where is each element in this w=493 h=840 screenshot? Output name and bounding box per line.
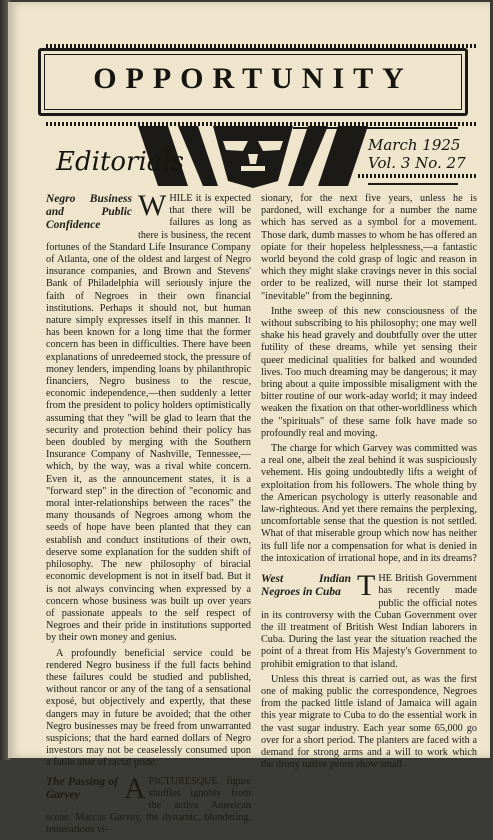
garvey-para2: Inthe sweep of this new consciousness of the without subscribing to his philosophy; one may well shake his head gravely and doubtfully over the utter futility of these dreams, while yet sensing their queer medicinal qualities for balked and wounded lives. Too much dreaming may be dangerous; it may bring about a quite impossible misaligment with the bitter routine of our work-aday world; it may indeed weaken the fixation on that other-worldliness which the "spirituals" of these same folk have made so profoundly real and moving. bbox=[261, 305, 477, 439]
heading-passing-of-garvey: The Passing of Garvey bbox=[46, 775, 118, 801]
west-indian-lead: HE British Government has recently made public the official notes in its controversy with the Cuban Government over the ill treatment of British West Indian laborers in Cuba. During the last year the situation reached the point of a threat from His Majesty's Government to prohibit emigration to that island. bbox=[261, 573, 477, 670]
negro-business-para2: A profoundly beneficial service could be rendered Negro business if the full facts behind these failures could be studied and published, without rancor or any of the tang of a sensational exposé, but objectively and expertly, that these dangers may in future be avoided; that the other Negro businesses may be freed from unwarranted suspicions; that the hard earned dollars of Negro investors may not be ceaselessly consumed upon a futile altar of racial pride. bbox=[46, 647, 251, 769]
article-west-indian-negroes bbox=[261, 569, 477, 671]
right-column bbox=[261, 193, 477, 774]
dropcap-t: T bbox=[357, 569, 376, 603]
passing-of-garvey-lead: PICTURESQUE figure shuffles ignobly from the active American scene. Marcus Garvey, the dynamic, blundering, temerarious vi- bbox=[46, 775, 251, 836]
negro-business-lead: HILE it is expected that there will be failures as long as there is business, the recent fortunes of the Standard Life Insurance Company of Atlanta, one of the oldest and largest of Negro insurance companies, and Brown and Stevens' Bank of Philadelphia will seriously injure the faith of Negroes in their own financial institutions. Perhaps it should not, but human nature simply expresses itself in this manner. It has been known for a long time that the former concern has been in difficulties. There have been explanations of unredeemed stock, the pressure of money lenders, impending loans by philanthropic financiers, Negro business to the rescue, economic independence,—then suddenly a letter from the president to policy holders optimistically assuming that they "will be glad to learn that the security and protection behind their policy has been doubled by merging with the Southern Insurance Company of Nashville, Tennessee,—which, by the way, was a rival white concern. Even it, as the announcement states, it is a "forward step" in the direction of "economic and moral inter-relationships between the races" the many thousands of Negroes among whom the seeds of hope have been planted that they can establish and conduct institutions of their own, deserve some explanation for the sudden shift of philosophy. The new philosophy of biracial economic development is not in itself bad. But it is not always convincing when expressed by a concern whose business was built up over years of passionate appeals to the self respect of Negroes and their pride in institutions supported by their own money and genius. bbox=[46, 193, 251, 644]
dropcap-w: W bbox=[138, 189, 167, 222]
article-passing-of-garvey bbox=[46, 771, 251, 837]
heading-west-indian-negroes: West Indian Negroes in Cuba bbox=[261, 573, 351, 599]
dropcap-a: A bbox=[124, 771, 146, 805]
left-column bbox=[46, 189, 251, 840]
garvey-continued: sionary, for the next five years, unless he is pardoned, will exchange for a number the name which has served as a symbol for a movement. Those dark, dumb masses to whom he has offered an opiate for their hopeless helplessness,—a fantastic world beyond the cold grasp of logic and reason in which they might slake cravings never in this social order to be realized, will nurse their lot stamped "inevitable" from the beginning. bbox=[261, 193, 477, 302]
garvey-para3: The charge for which Garvey was committed was a real one, albeit the zeal behind it was suspiciously vehement. His going undoubtedly lifts a weight of exploitation from his followers. The whole thing by the American psychology is utterly reasonable and law-righteous. And yet there remains the perplexing, uncomfortable sense that the question is not settled. What of that miserable group which now has neither its full life nor a compensation for what is denied in the intoxication of irrational hope, and in its dreams? bbox=[261, 443, 477, 564]
issue-ornament-border bbox=[358, 174, 476, 178]
magazine-title: OPPORTUNITY bbox=[93, 62, 413, 95]
west-indian-para2: Unless this threat is carried out, as was the first one of making public the correspondence, Negroes from the packed little island of Jamaica will again this year migrate to Cuba to do the essential work in the vast sugar industry. Each year some 65,000 go over for a short period. The planters are faced with a demand for strong arms and a will to work which the drony native peons show small bbox=[261, 673, 477, 771]
heading-negro-business: Negro Business and Public Confidence bbox=[46, 193, 132, 231]
issue-date: March 1925 bbox=[368, 136, 461, 154]
article-negro-business bbox=[46, 189, 251, 645]
magazine-page bbox=[8, 2, 490, 836]
section-heading-editorials: Editorials bbox=[56, 147, 184, 177]
issue-info bbox=[368, 136, 466, 172]
issue-volume: Vol. 3 No. 27 bbox=[368, 154, 466, 172]
masthead bbox=[38, 48, 468, 116]
